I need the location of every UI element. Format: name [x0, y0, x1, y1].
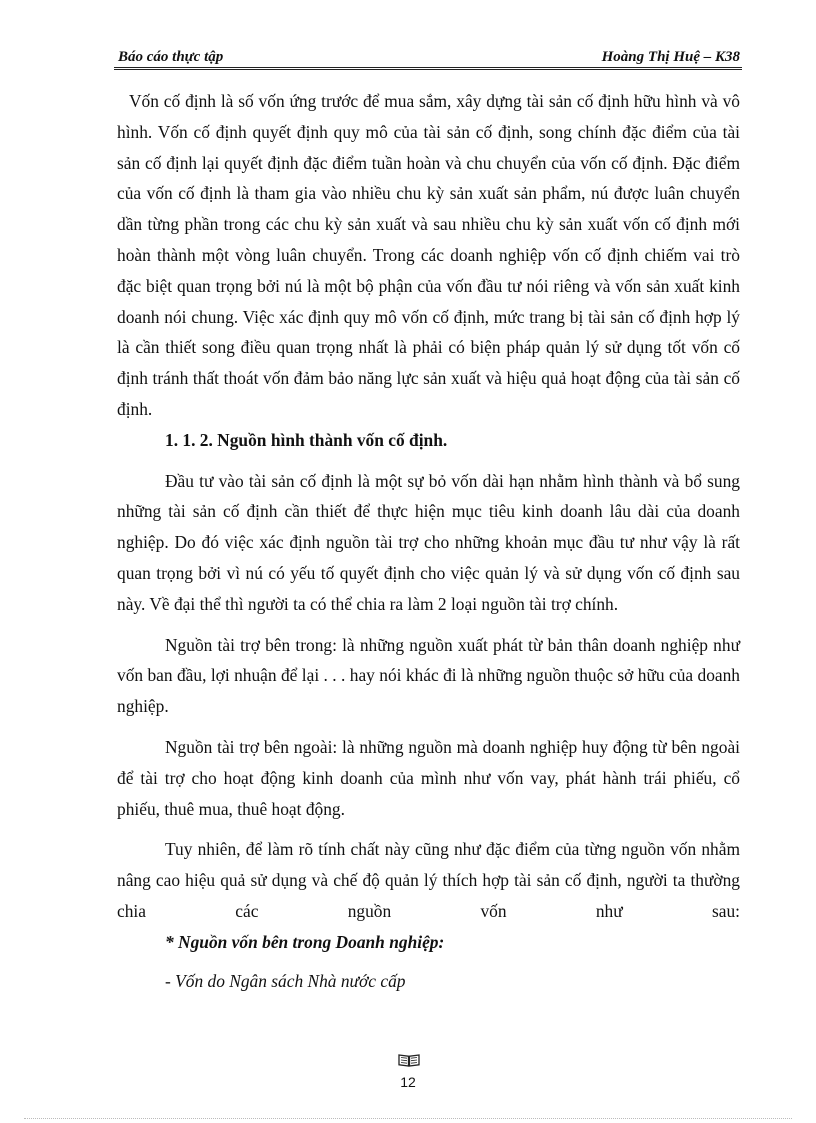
- paragraph-fixed-capital-definition: Vốn cố định là số vốn ứng trước để mua sắm, xây dựng tài sản cố định hữu hình và vô hình. Vốn cố định quyết định quy mô của tài sản cố định, song chính đặc điểm của tài sản cố định lại quyết định đặc điểm tuần hoàn và chu chuyển của vốn cố định. Đặc điểm của vốn cố định là tham gia vào nhiều chu kỳ sản xuất sản phẩm, nú được luân chuyển dần từng phần trong các chu kỳ sản xuất và sau nhiều chu kỳ sản xuất vốn cố định mới hoàn thành một vòng luân chuyển. Trong các doanh nghiệp vốn cố định chiếm vai trò đặc biệt quan trọng bởi nú là một bộ phận của vốn đầu tư nói riêng và vốn sản xuất kinh doanh nói chung. Việc xác định quy mô vốn cố định, mức trang bị tài sản cố định hợp lý là cần thiết song điều quan trọng nhất là phải có biện pháp quản lý sử dụng tốt vốn cố định tránh thất thoát vốn đảm bảo năng lực sản xuất và hiệu quả hoạt động của tài sản cố định.: [117, 91, 740, 419]
- page-header: [114, 48, 742, 70]
- header-author: Hoàng Thị Huệ – K38: [601, 49, 740, 65]
- paragraph-internal-sources: Nguồn tài trợ bên trong: là những nguồn xuất phát từ bản thân doanh nghiệp như vốn ban đầu, lợi nhuận để lại . . . hay nói khác đi là những nguồn thuộc sở hữu của doanh nghiệp.: [117, 634, 740, 717]
- list-item: - Vốn do Ngân sách Nhà nước cấp: [165, 970, 406, 991]
- section-heading: 1. 1. 2. Nguồn hình thành vốn cố định.: [165, 429, 448, 450]
- paragraph-funding-sources: Đầu tư vào tài sản cố định là một sự bỏ vốn dài hạn nhằm hình thành và bổ sung những tài sản cố định cần thiết để thực hiện mục tiêu kinh doanh lâu dài của doanh nghiệp. Do đó việc xác định nguồn tài trợ cho những khoản mục đầu tư như vậy là rất quan trọng bởi vì nú có yếu tố quyết định cho việc quản lý và sử dụng vốn cố định sau này. Về đại thể thì người ta có thể chia ra làm 2 loại nguồn tài trợ chính.: [117, 470, 740, 614]
- paragraph-classification: Tuy nhiên, để làm rõ tính chất này cũng như đặc điểm của từng nguồn vốn nhằm nâng cao hiệu quả sử dụng và chế độ quản lý thích hợp tài sản cố định, người ta thường chia các nguồn vốn như sau:: [117, 839, 740, 921]
- page-number: 12: [400, 1074, 416, 1090]
- paragraph-external-sources: Nguồn tài trợ bên ngoài: là những nguồn mà doanh nghiệp huy động từ bên ngoài để tài trợ cho hoạt động kinh doanh của mình như vốn vay, phát hành trái phiếu, cổ phiếu, thuê mua, thuê hoạt động.: [117, 736, 740, 819]
- page-edge-divider: [24, 1118, 792, 1119]
- header-report-title: Báo cáo thực tập: [118, 49, 224, 65]
- open-book-icon: [398, 1053, 420, 1067]
- document-body: [117, 86, 740, 996]
- sub-heading-internal-capital: * Nguồn vốn bên trong Doanh nghiệp:: [165, 931, 445, 952]
